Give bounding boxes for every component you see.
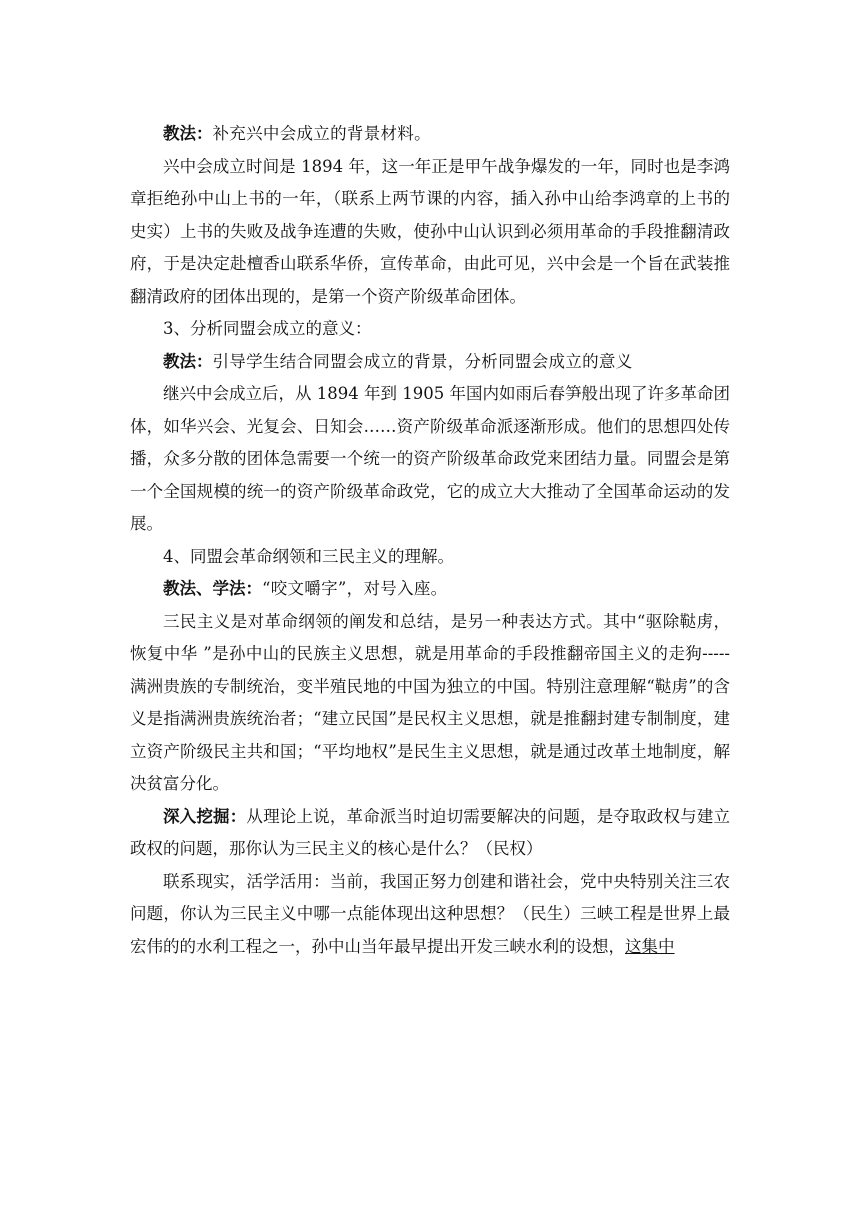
method-label: 教法、学法：: [163, 579, 262, 598]
method-label: 教法：: [163, 351, 213, 371]
section-heading-4: 4、同盟会革命纲领和三民主义的理解。: [163, 546, 454, 566]
deep-dig-label: 深入挖掘：: [163, 806, 247, 826]
underlined-text: 这集中: [625, 936, 675, 956]
paragraph-real-world: [130, 866, 730, 964]
real-world-text: 联系现实，活学活用：当前，我国正努力创建和谐社会，党中央特别关注三农问题，你认为三民主义中哪一点能体现出这种思想？（民生）三峡工程是世界上最宏伟的的水利工程之一，孙中山当年最早提出开发三峡水利的设想，: [130, 871, 730, 956]
method-paragraph-3: [130, 573, 730, 606]
method-paragraph-2: [130, 346, 730, 379]
method-paragraph-1: [130, 118, 730, 151]
deep-dig-text: 从理论上说，革命派当时迫切需要解决的问题，是夺取政权与建立政权的问题，那你认为三民主义的核心是什么？（民权）: [130, 806, 731, 858]
method-text: 补充兴中会成立的背景材料。: [212, 124, 431, 143]
paragraph-three-principles: 三民主义是对革命纲领的阐发和总结，是另一种表达方式。其中“驱除鞑虏，恢复中华 ”是孙中山的民族主义思想，就是用革命的手段推翻帝国主义的走狗-----满洲贵族的专制统治，变半殖民地的中国为独立的中国。特别注意理解“鞑虏”的含义是指满洲贵族统治者；“建立民国”是民权主义思想，就是推翻封建专制制度，建立资产阶级民主共和国；“平均地权”是民生主义思想，就是通过改革土地制度，解决贫富分化。: [130, 611, 730, 793]
method-label: 教法：: [163, 124, 213, 143]
method-text: 引导学生结合同盟会成立的背景，分析同盟会成立的意义: [212, 351, 633, 371]
paragraph-tongmenghui-significance: 继兴中会成立后，从 1894 年到 1905 年国内如雨后春笋般出现了许多革命团体，如华兴会、光复会、日知会……资产阶级革命派逐渐形成。他们的思想四处传播，众多分散的团体急需要一个统一的资产阶级革命政党来团结力量。同盟会是第一个全国规模的统一的资产阶级革命政党，它的成立大大推动了全国革命运动的发展。: [130, 384, 730, 533]
paragraph-xingzhonghui-background: 兴中会成立时间是 1894 年，这一年正是甲午战争爆发的一年，同时也是李鸿章拒绝孙中山上书的一年，（联系上两节课的内容，插入孙中山给李鸿章的上书的史实）上书的失败及战争连遭的失败，使孙中山认识到必须用革命的手段推翻清政府，于是决定赴檀香山联系华侨，宣传革命，由此可见，兴中会是一个旨在武装推翻清政府的团体出现的，是第一个资产阶级革命团体。: [130, 156, 730, 306]
method-text: “咬文嚼字”，对号入座。: [262, 579, 448, 598]
section-heading-3: 3、分析同盟会成立的意义：: [163, 319, 372, 338]
paragraph-deep-dig: [130, 801, 730, 866]
document-body: [130, 118, 730, 963]
